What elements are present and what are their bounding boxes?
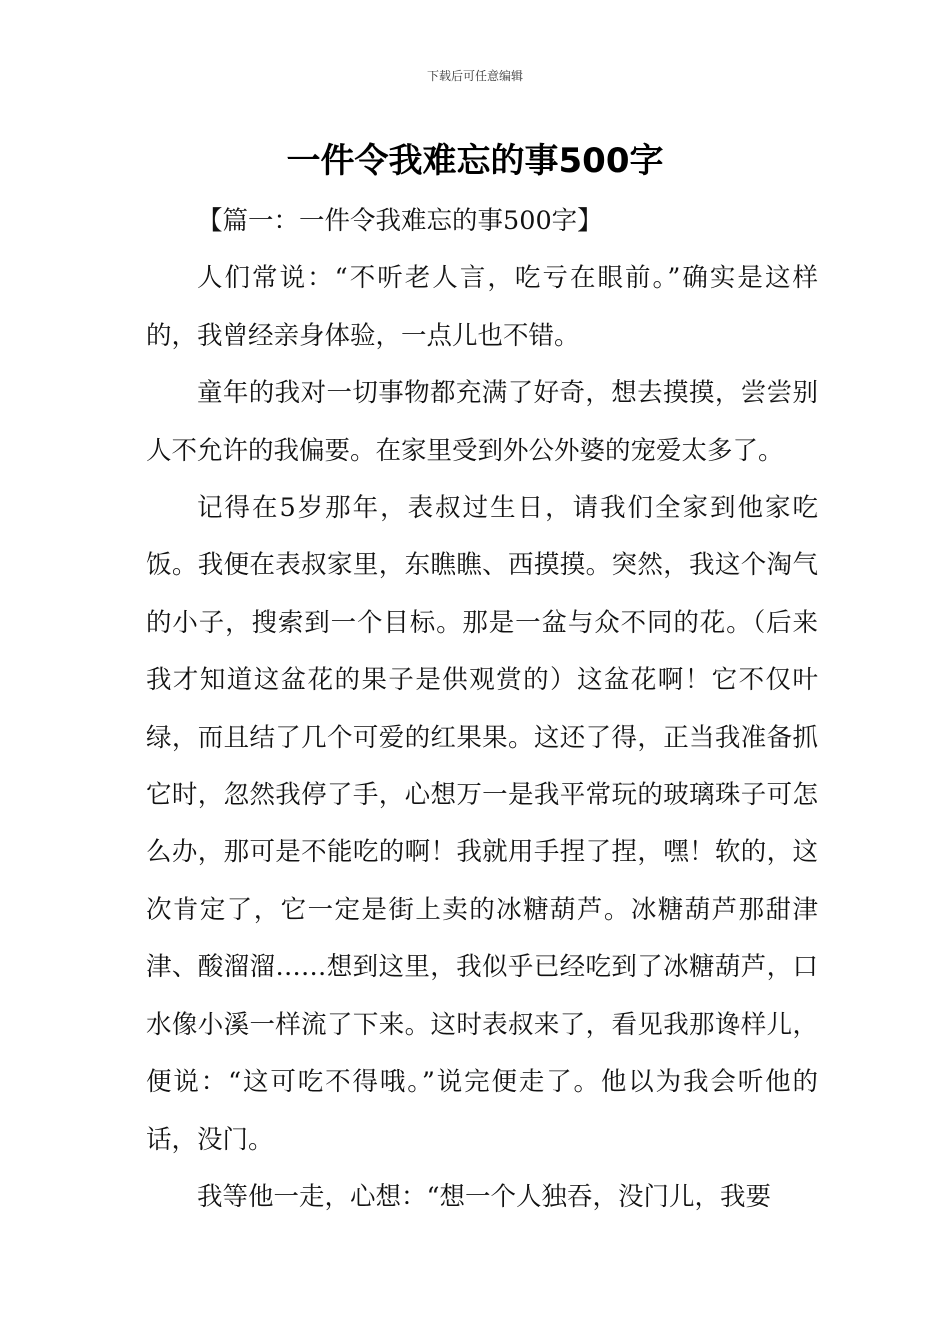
header-note: 下载后可任意编辑 — [426, 69, 523, 83]
paragraph: 童年的我对一切事物都充满了好奇，想去摸摸，尝尝别人不允许的我偏要。在家里受到外公外婆的宠爱太多了。 — [146, 378, 818, 466]
paragraph: 记得在5岁那年，表叔过生日，请我们全家到他家吃饭。我便在表叔家里，东瞧瞧、西摸摸。突然，我这个淘气的小子，搜索到一个目标。那是一盆与众不同的花。（后来我才知道这盆花的果子是供观赏的）这盆花啊！它不仅叶绿，而且结了几个可爱的红果果。这还了得，正当我准备抓它时，忽然我停了手，心想万一是我平常玩的玻璃珠子可怎么办，那可是不能吃的啊！我就用手捏了捏，嘿！软的，这次肯定了，它一定是街上卖的冰糖葫芦。冰糖葫芦那甜津津、酸溜溜……想到这里，我似乎已经吃到了冰糖葫芦，口水像小溪一样流了下来。这时表叔来了，看见我那谗样儿，便说：“这可吃不得哦。”说完便走了。他以为我会听他的话，没门。 — [146, 493, 818, 1155]
document-title: 一件令我难忘的事500字 — [286, 141, 664, 181]
paragraph: 我等他一走，心想：“想一个人独吞，没门儿，我要 — [197, 1181, 772, 1212]
document-body — [146, 193, 818, 1226]
paragraph: 人们常说：“不听老人言，吃亏在眼前。”确实是这样的，我曾经亲身体验，一点儿也不错。 — [146, 263, 818, 351]
section-heading: 【篇一：一件令我难忘的事500字】 — [197, 206, 603, 236]
